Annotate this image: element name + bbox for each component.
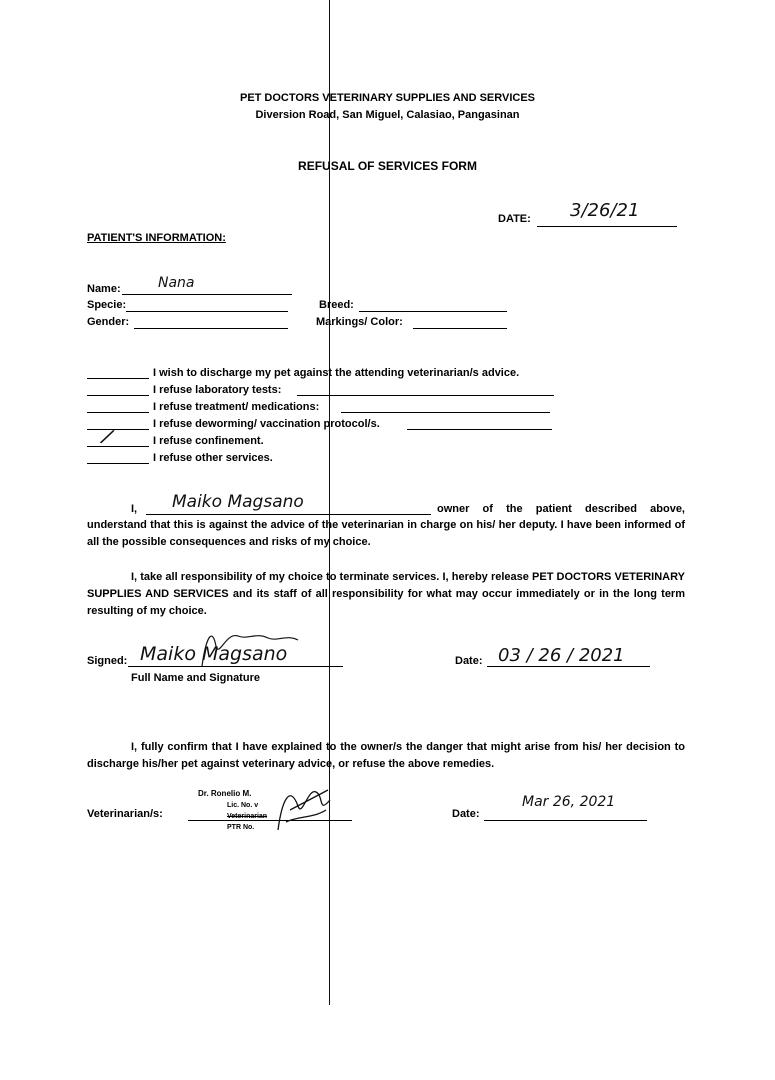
form-title: REFUSAL OF SERVICES FORM: [298, 159, 477, 173]
veterinarian-label: Veterinarian/s:: [87, 808, 163, 820]
option-checkbox-line[interactable]: [87, 412, 149, 413]
signature-caption: Full Name and Signature: [131, 672, 260, 684]
option-detail-line[interactable]: [297, 395, 554, 396]
specie-label: Specie:: [87, 299, 127, 311]
option-text: I wish to discharge my pet against the attending veterinarian/s advice.: [153, 367, 520, 379]
clinic-name: PET DOCTORS VETERINARY SUPPLIES AND SERVICES: [239, 92, 536, 104]
markings-line[interactable]: [413, 328, 507, 329]
option-check-mark: /: [100, 423, 115, 449]
veterinarian-signature-mark: [268, 770, 340, 840]
option-checkbox-line[interactable]: [87, 446, 149, 447]
statement-prefix: I,: [131, 503, 138, 515]
option-detail-line[interactable]: [407, 429, 552, 430]
gender-line[interactable]: [134, 328, 288, 329]
gender-label: Gender:: [87, 316, 130, 328]
markings-label: Markings/ Color:: [316, 316, 403, 328]
date-line: [537, 226, 677, 227]
owner-name-value[interactable]: Maiko Magsano: [172, 492, 304, 512]
option-text: I refuse other services.: [153, 452, 273, 464]
date-value[interactable]: 3/26/21: [570, 200, 640, 221]
signature-flourish: [190, 622, 310, 670]
specie-line[interactable]: [126, 311, 288, 312]
vet-date-line: [484, 820, 647, 821]
statement-line1-rest: owner of the patient described above,: [437, 503, 685, 515]
signed-label: Signed:: [87, 655, 128, 667]
confirmation-text: I, fully confirm that I have explained to the owner/s the danger that might arise from his/ her decision to discharge his/her pet against veterinary advice, or refuse the above remedies.: [87, 741, 685, 770]
date-label: DATE:: [498, 213, 531, 225]
name-label: Name:: [87, 283, 121, 295]
vet-date-label: Date:: [452, 808, 480, 820]
owner-name-line: [146, 514, 431, 515]
owner-signature[interactable]: Maiko Magsano: [140, 643, 288, 665]
option-text: I refuse confinement.: [153, 435, 264, 447]
option-checkbox-line[interactable]: [87, 378, 149, 379]
option-text: I refuse deworming/ vaccination protocol/s.: [153, 418, 380, 430]
option-text: I refuse laboratory tests:: [153, 384, 282, 396]
release-text: I, take all responsibility of my choice to terminate services. I, hereby release PET DOCTORS VETERINARY SUPPLIES AND SERVICES and its staff of all responsibility for what may occur immediately or in the long term resulting of my choice.: [87, 571, 685, 617]
name-value[interactable]: Nana: [158, 275, 195, 291]
owner-date-label: Date:: [455, 655, 483, 667]
stamp-line: Dr. Ronelio M.: [198, 789, 252, 798]
owner-date-value[interactable]: 03 / 26 / 2021: [498, 645, 625, 666]
option-detail-line[interactable]: [341, 412, 550, 413]
statement-text: understand that this is against the advice of the veterinarian in charge on his/ her deputy. I have been informed of all the possible consequences and risks of my choice.: [87, 519, 685, 548]
patient-info-heading: PATIENT'S INFORMATION:: [87, 232, 226, 244]
clinic-address: Diversion Road, San Miguel, Calasiao, Pangasinan: [255, 109, 520, 121]
vet-date-value[interactable]: Mar 26, 2021: [522, 794, 616, 810]
option-checkbox-line[interactable]: [87, 395, 149, 396]
option-checkbox-line[interactable]: [87, 463, 149, 464]
stamp-line: Veterinarian: [227, 813, 268, 820]
scan-fold-line: [329, 0, 330, 1005]
breed-label: Breed:: [319, 299, 354, 311]
option-text: I refuse treatment/ medications:: [153, 401, 320, 413]
breed-line[interactable]: [359, 311, 507, 312]
stamp-line: Lic. No. v: [227, 802, 259, 809]
owner-date-line: [487, 666, 650, 667]
stamp-line: PTR No.: [227, 824, 255, 831]
name-line: [122, 294, 292, 295]
option-checkbox-line[interactable]: [87, 429, 149, 430]
